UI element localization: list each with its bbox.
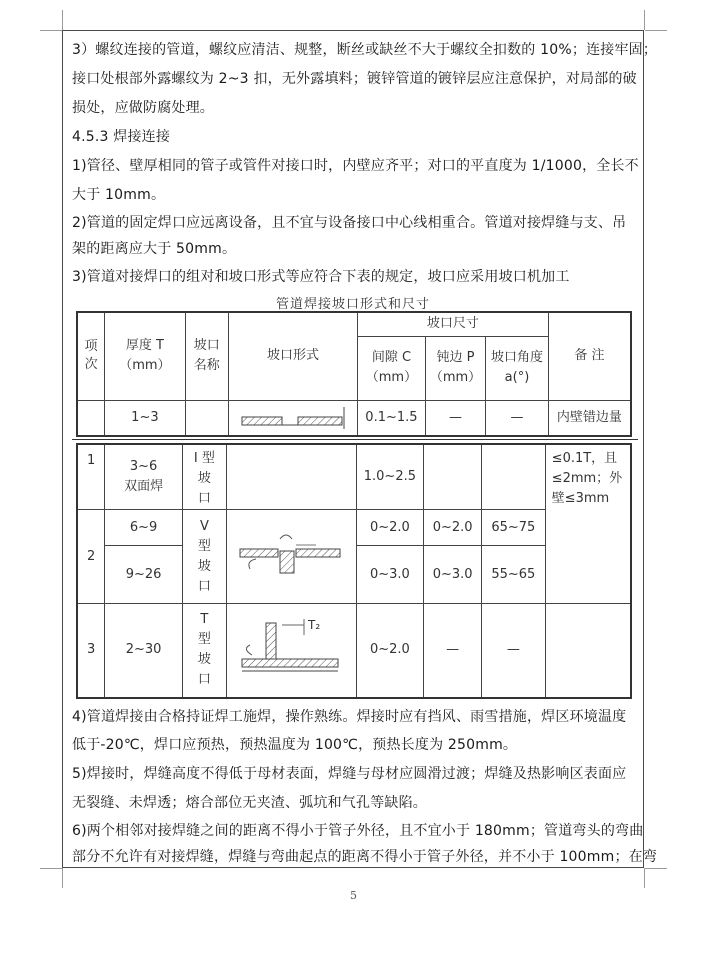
butt-joint-diagram [238, 405, 348, 431]
paragraph-line: 损处，应做防腐处理。 [72, 100, 214, 116]
section-heading: 4.5.3 焊接连接 [72, 129, 171, 145]
header-remark: 备 注 [548, 312, 631, 400]
cell-diagram [228, 400, 357, 436]
cell-remark: 内壁错边量 [548, 400, 631, 436]
cell-remark: ≤0.1T，且≤2mm；外壁≤3mm [545, 444, 631, 604]
cell-name: I 型坡口 [182, 444, 226, 510]
cell-diagram [226, 604, 356, 698]
paragraph-line: 架的距离应大于 50mm。 [72, 241, 237, 257]
diagram-label: T₂ [308, 618, 321, 633]
cell-blunt [424, 444, 482, 510]
cell-name: V 型坡口 [182, 510, 226, 604]
crop-mark [645, 868, 667, 869]
crop-mark [645, 30, 667, 31]
page-number: 5 [350, 889, 357, 902]
cell-blunt: 0~3.0 [424, 546, 482, 604]
cell-diagram [226, 510, 356, 604]
paragraph-line: 2)管道的固定焊口应远离设备，且不宜与设备接口中心线相重合。管道对接焊缝与支、吊 [72, 215, 627, 231]
cell-gap: 0~2.0 [356, 604, 424, 698]
paragraph-line: 1)管径、壁厚相同的管子或管件对接口时，内壁应齐平；对口的平直度为 1/1000，全长不 [72, 158, 639, 174]
cell-angle: 65~75 [481, 510, 545, 546]
cell-thickness: 2~30 [105, 604, 183, 698]
cell-item [77, 400, 105, 436]
cell-blunt: 0~2.0 [424, 510, 482, 546]
cell-remark [545, 604, 631, 698]
table-caption: 管道焊接坡口形式和尺寸 [275, 297, 430, 312]
cell-thickness: 9~26 [105, 546, 183, 604]
cell-gap: 1.0~2.5 [356, 444, 424, 510]
cell-angle: — [486, 400, 549, 436]
cell-name: T 型坡口 [182, 604, 226, 698]
cell-angle: 55~65 [481, 546, 545, 604]
groove-table-body [76, 443, 632, 699]
cell-name [185, 400, 228, 436]
groove-table-header [76, 311, 632, 437]
cell-blunt: — [425, 400, 485, 436]
cell-thickness: 1~3 [105, 400, 185, 436]
cell-gap: 0~3.0 [356, 546, 424, 604]
v-groove-diagram [236, 529, 346, 585]
paragraph-line: 3）螺纹连接的管道，螺纹应清洁、规整，断丝或缺丝不大于螺纹全扣数的 10%；连接牢固； [72, 42, 658, 58]
paragraph-line: 低于-20℃，焊口应预热，预热温度为 100℃，预热长度为 250mm。 [72, 737, 518, 753]
cell-thickness: 6~9 [105, 510, 183, 546]
crop-mark [644, 10, 645, 30]
paragraph-line: 大于 10mm。 [72, 187, 166, 203]
cell-item: 1 [77, 444, 105, 510]
paragraph-line: 无裂缝、未焊透；熔合部位无夹渣、弧坑和气孔等缺陷。 [72, 795, 427, 811]
paragraph-line: 部分不允许有对接焊缝，焊缝与弯曲起点的距离不得小于管子外径，并不小于 100mm；在弯 [72, 849, 658, 865]
cell-angle: — [481, 604, 545, 698]
cell-item: 2 [77, 510, 105, 604]
crop-mark [40, 30, 62, 31]
divider [72, 439, 638, 440]
header-groove-size: 坡口尺寸 [358, 312, 549, 336]
crop-mark [644, 868, 645, 888]
header-blunt: 钝边 P（mm） [425, 336, 485, 400]
cell-angle [481, 444, 545, 510]
paragraph-line: 5)焊接时，焊缝高度不得低于母材表面，焊缝与母材应圆滑过渡；焊缝及热影响区表面应 [72, 766, 627, 782]
t-groove-diagram [236, 615, 346, 685]
cell-item: 3 [77, 604, 105, 698]
crop-mark [40, 868, 62, 869]
cell-gap: 0.1~1.5 [358, 400, 426, 436]
paragraph-line: 接口处根部外露螺纹为 2~3 扣，无外露填料；镀锌管道的镀锌层应注意保护，对局部的破 [72, 71, 637, 87]
cell-diagram [226, 444, 356, 510]
header-thickness: 厚度 T（mm） [105, 312, 185, 400]
cell-gap: 0~2.0 [356, 510, 424, 546]
cell-thickness: 3~6 双面焊 [105, 444, 183, 510]
header-groove-form: 坡口形式 [228, 312, 357, 400]
paragraph-line: 4)管道焊接由合格持证焊工施焊，操作熟练。焊接时应有挡风、雨雪措施，焊区环境温度 [72, 709, 627, 725]
header-gap: 间隙 C（mm） [358, 336, 426, 400]
header-groove-name: 坡口名称 [185, 312, 228, 400]
header-item: 项次 [77, 312, 105, 400]
crop-mark [62, 868, 63, 888]
paragraph-line: 3)管道对接焊口的组对和坡口形式等应符合下表的规定，坡口应采用坡口机加工 [72, 269, 570, 285]
header-angle: 坡口角度 a(°) [486, 336, 549, 400]
paragraph-line: 6)两个相邻对接焊缝之间的距离不得小于管子外径，且不宜小于 180mm；管道弯头的弯曲 [72, 823, 644, 839]
crop-mark [62, 10, 63, 30]
cell-blunt: — [424, 604, 482, 698]
